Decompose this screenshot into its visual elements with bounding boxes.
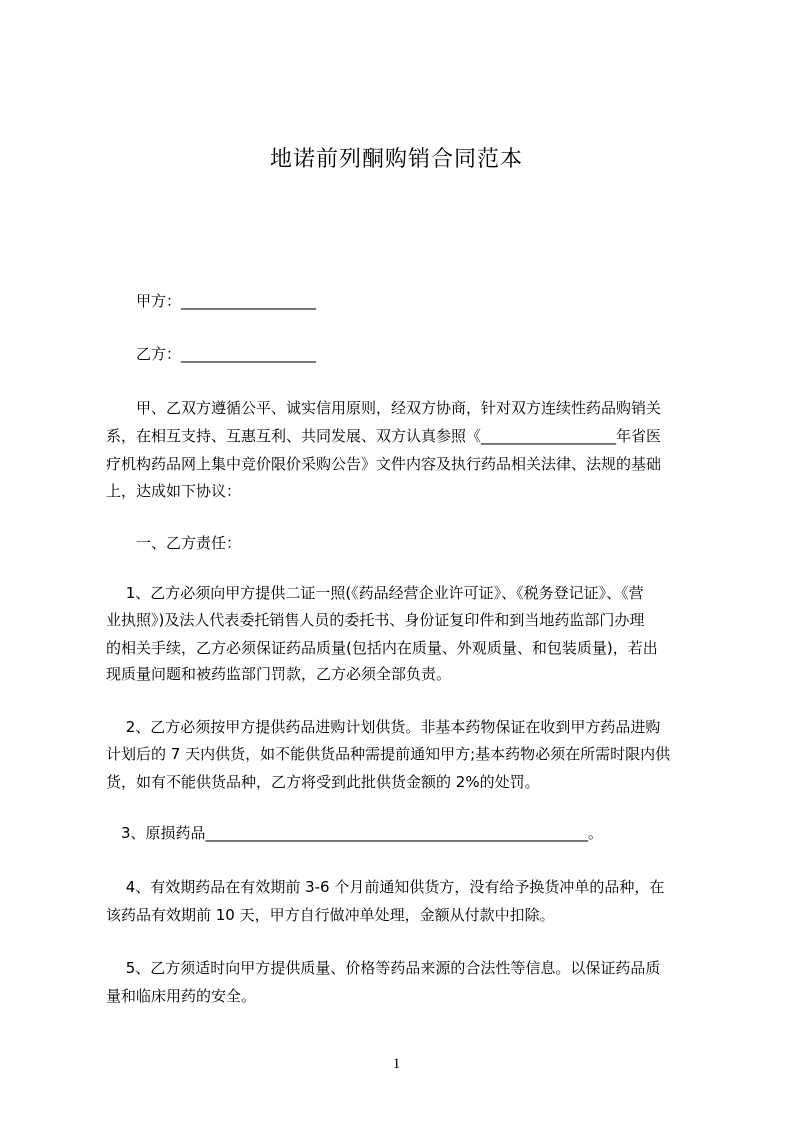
clause-line: 现质量问题和被药监部门罚款，乙方必须全部负责。: [106, 665, 452, 683]
clause-line: 2、乙方必须按甲方提供药品进购计划供货。非基本药物保证在收到甲方药品进购: [106, 718, 661, 736]
party-b-label: 乙方：: [136, 345, 182, 363]
clause-line: 该药品有效期前 10 天，甲方自行做冲单处理，金额从付款中扣除。: [106, 906, 555, 924]
clause-line: 的相关手续，乙方必须保证药品质量(包括内在质量、外观质量、和包装质量)，若出: [106, 639, 658, 657]
intro-line: 甲、乙双方遵循公平、诚实信用原则，经双方协商，针对双方连续性药品购销关: [106, 399, 662, 417]
clause-line: 1、乙方必须向甲方提供二证一照(《药品经营企业许可证》、《税务登记证》、《营: [106, 584, 644, 602]
clause-line: 计划后的 7 天内供货，如不能供货品种需提前通知甲方;基本药物必须在所需时限内供: [106, 745, 671, 763]
clause-line: 5、乙方须适时向甲方提供质量、价格等药品来源的合法性等信息。以保证药品质: [106, 959, 661, 977]
section-heading: 一、乙方责任：: [136, 534, 242, 552]
page-number: 1: [392, 1056, 401, 1072]
clause-line: 3、原损药品___________________________________________________。: [106, 824, 604, 842]
intro-line: 疗机构药品网上集中竞价限价采购公告》文件内容及执行药品相关法律、法规的基础: [106, 455, 662, 473]
document-title: 地诺前列酮购销合同范本: [269, 147, 523, 172]
party-a-line: [136, 291, 728, 311]
clause-line: 货，如有不能供货品种，乙方将受到此批供货金额的 2%的处罚。: [106, 773, 540, 791]
party-b-blank: __________________: [181, 345, 317, 363]
party-a-label: 甲方：: [136, 292, 182, 310]
party-b-line: [136, 344, 728, 364]
clause-line: 4、有效期药品在有效期前 3-6 个月前通知供货方，没有给予换货冲单的品种，在: [106, 878, 665, 896]
clause-line: 量和临床用药的安全。: [106, 987, 257, 1005]
clause-line: 业执照》)及法人代表委托销售人员的委托书、身份证复印件和到当地药监部门办理: [106, 611, 645, 629]
intro-line: 上，达成如下协议：: [106, 482, 242, 500]
party-a-blank: __________________: [181, 292, 317, 310]
intro-line: 系，在相互支持、互惠互利、共同发展、双方认真参照《__________________年省医: [106, 427, 662, 445]
